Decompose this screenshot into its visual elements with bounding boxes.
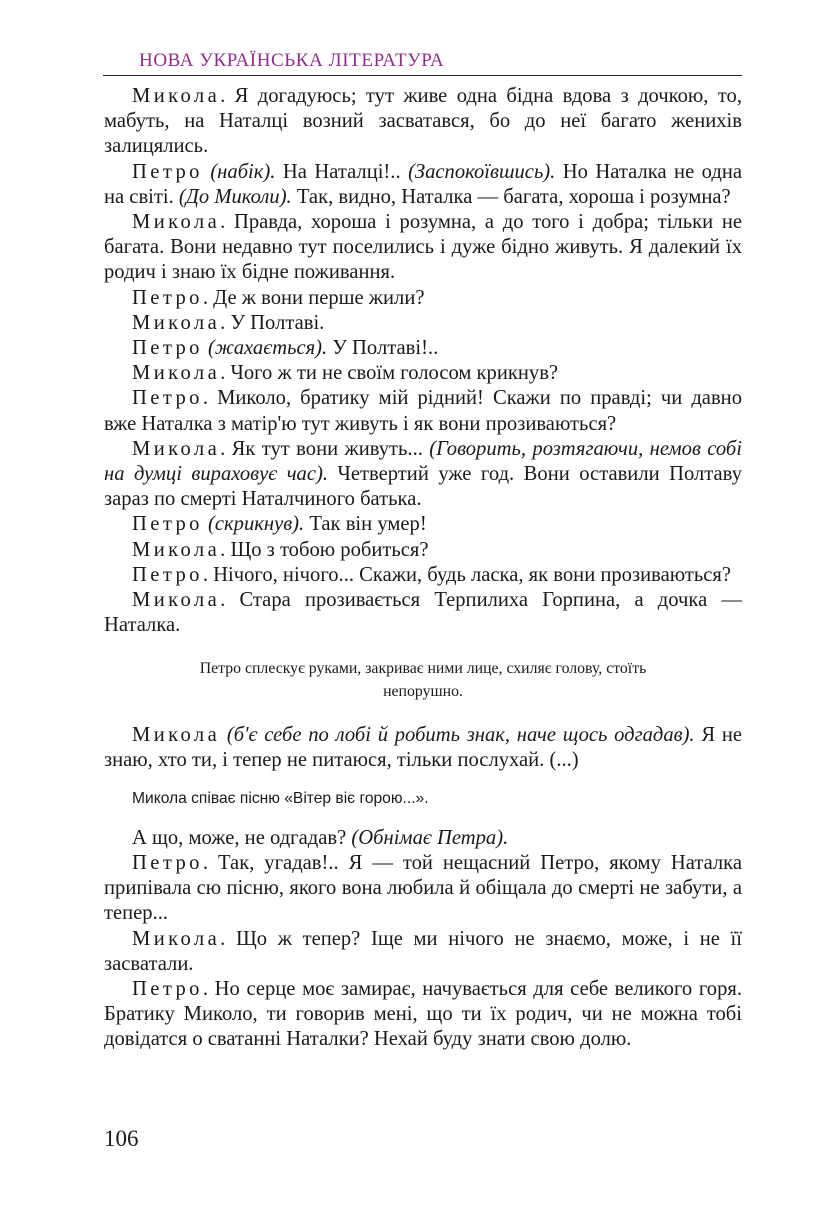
speaker-name: Микола <box>132 362 221 385</box>
stage-direction: (б'є себе по лобі й робить знак, наче щось одгадав). <box>226 724 695 747</box>
line-text: Так, угадав!.. Я — той нещасний Петро, якому Наталка припівала сю пісню, якого вона любила й обіщала до смерті не забути, а тепер... <box>104 851 742 925</box>
stage-direction-block: Петро сплескує руками, закриває ними лице, схиляє голову, стоїть непорушно. <box>199 660 647 700</box>
dialogue-line: Петро. Но серце моє замирає, начувається для себе великого горя. Братику Миколо, ти говорив мені, що ти їх родич, чи не можна тобі довідатся о сватанні Наталки? Нехай буду знати свою долю. <box>104 977 742 1051</box>
line-text: Нічого, нічого... Скажи, будь ласка, як вони прозиваються? <box>213 563 731 586</box>
dialogue-line: Микола. Що ж тепер? Іще ми нічого не знаємо, може, і не її засватали. <box>104 927 742 975</box>
dialogue-line: Петро. Нічого, нічого... Скажи, будь ласка, як вони прозиваються? <box>132 563 731 586</box>
stage-direction: (Заспокоївшись). <box>408 160 556 183</box>
line-text: А що, може, не одгадав? <box>132 826 347 849</box>
stage-direction: (Говорить, розтягаючи, немов собі на думці вираховує час). <box>104 437 742 486</box>
speaker-name: Микола <box>132 437 221 460</box>
page-number: 106 <box>104 1126 139 1151</box>
speaker-name: Микола <box>132 85 221 107</box>
line-text: Що з тобою робиться? <box>230 538 429 561</box>
speaker-name: Петро <box>132 513 203 536</box>
line-text: Правда, хороша і розумна, а до того і добра; тільки не багата. Вони недавно тут поселились і дуже бідно живуть. Я далекий їх родич і знаю їх бідне поживання. <box>104 211 742 284</box>
speaker-name: Микола <box>132 589 221 612</box>
line-text: Но Наталка не одна на світі. <box>104 160 743 208</box>
dialogue-line <box>104 160 742 210</box>
line-text: У Полтаві!.. <box>332 337 439 360</box>
line-text: Я не знаю, хто ти, і тепер не питаюся, тільки послухай. (...) <box>104 724 742 772</box>
speaker-name: Микола <box>132 211 221 234</box>
speaker-name: Микола <box>132 927 221 950</box>
line-text: Як тут вони живуть... <box>231 437 423 460</box>
speaker-name: Микола <box>132 724 221 747</box>
song-note: Микола співає пісню «Вітер віє горою...». <box>132 789 429 807</box>
speaker-name: Петро <box>132 387 203 410</box>
line-text: Четвертий уже год. Вони оставили Полтаву зараз по смерті Наталчиного батька. <box>104 463 742 511</box>
line-text: Но серце моє замирає, начувається для себе великого горя. Братику Миколо, ти говорив мені, що ти їх родич, чи не можна тобі довідатся о сватанні Наталки? Нехай буду знати свою долю. <box>104 977 742 1051</box>
dialogue-line <box>104 512 742 537</box>
speaker-name: Петро <box>132 563 203 586</box>
dialogue-line <box>104 723 742 773</box>
stage-direction: (набік). <box>210 160 276 183</box>
play-text <box>104 84 742 1053</box>
line-text: Я догадуюсь; тут живе одна бідна вдова з дочкою, то, мабуть, на Наталці возний засватався, бо до неї багато женихів залицялись. <box>104 85 743 158</box>
dialogue-line: Микола. Я догадуюсь; тут живе одна бідна вдова з дочкою, то, мабуть, на Наталці возний засватався, бо до неї багато женихів залицялись. <box>104 85 743 158</box>
line-text: Чого ж ти не своїм голосом крикнув? <box>230 362 559 385</box>
dialogue-line: Микола. Як тут вони живуть... (Говорить, розтягаючи, немов собі на думці вираховує час). Четвертий уже год. Вони оставили Полтаву зараз по смерті Наталчиного батька. <box>104 437 742 511</box>
dialogue-line: Петро. Так, угадав!.. Я — той нещасний Петро, якому Наталка припівала сю пісню, якого вона любила й обіщала до смерті не забути, а тепер... <box>104 851 742 925</box>
line-text: Так він умер! <box>309 513 427 536</box>
dialogue-line: Петро. Миколо, братику мій рідний! Скажи по правді; чи давно вже Наталка з матір'ю тут живуть і як вони прозиваються? <box>104 387 742 435</box>
dialogue-line <box>104 336 742 361</box>
speaker-name: Петро <box>132 977 203 1000</box>
dialogue-line: Микола. Правда, хороша і розумна, а до того і добра; тільки не багата. Вони недавно тут поселились і дуже бідно живуть. Я далекий їх родич і знаю їх бідне поживання. <box>104 211 742 284</box>
dialogue-line: Петро. Де ж вони перше жили? <box>132 286 425 309</box>
stage-direction: (жахається). <box>208 337 328 360</box>
line-text: Що ж тепер? Іще ми нічого не знаємо, може, і не її засватали. <box>104 927 742 975</box>
speaker-name: Петро <box>132 337 203 360</box>
line-text: Де ж вони перше жили? <box>213 286 425 309</box>
speaker-name: Микола <box>132 311 221 334</box>
line-text: Стара прозивається Терпилиха Горпина, а дочка — Наталка. <box>104 589 742 637</box>
dialogue-line: Микола. У Полтаві. <box>132 311 325 334</box>
dialogue-line: Микола. Чого ж ти не своїм голосом крикнув? <box>132 362 559 385</box>
speaker-name: Петро <box>132 160 203 183</box>
speaker-name: Микола <box>132 538 221 561</box>
dialogue-line: Микола. Стара прозивається Терпилиха Горпина, а дочка — Наталка. <box>104 589 742 637</box>
speaker-name: Петро <box>132 286 203 309</box>
running-header <box>103 49 742 76</box>
line-text: Миколо, братику мій рідний! Скажи по правді; чи давно вже Наталка з матір'ю тут живуть і як вони прозиваються? <box>104 387 742 435</box>
dialogue-line <box>104 826 742 851</box>
line-text: У Полтаві. <box>230 311 325 334</box>
dialogue-line: Микола. Що з тобою робиться? <box>132 538 429 561</box>
section-title: НОВА УКРАЇНСЬКА ЛІТЕРАТУРА <box>139 50 445 71</box>
stage-direction: (Обнімає Петра). <box>351 826 509 849</box>
stage-direction: (скрикнув). <box>208 513 305 536</box>
speaker-name: Петро <box>132 851 203 874</box>
line-text: На Наталці!.. <box>282 160 401 183</box>
stage-direction: (До Миколи). <box>178 185 292 208</box>
line-text: Так, видно, Наталка — багата, хороша і розумна? <box>296 185 731 208</box>
